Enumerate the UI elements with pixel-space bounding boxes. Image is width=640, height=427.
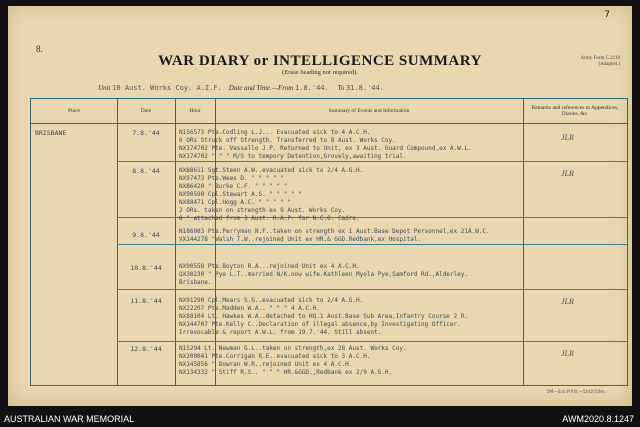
remarks-initials: JLR bbox=[561, 297, 574, 306]
header-date: Date bbox=[140, 108, 152, 114]
entry-line: N186083 Pte.Perryman N.F..taken on strength ex 1 Aust.Base Depot Personnel,ex 21A.W.C. bbox=[179, 228, 490, 235]
header-remarks: Remarks and references to Appendices, Diaries, &c. bbox=[531, 105, 619, 117]
entry-line: NX88104 Lt. Hawkes W.A..detached to HQ.1 Aust.Base Sub Area,Infantry Course 2 R. bbox=[179, 313, 468, 320]
entry-line: NX88471 Cpl.Hogg A.C. " " " " " bbox=[179, 199, 291, 206]
entry-line: NX200041 Pte.Corrigan R.E..evacuated sick to 3 A.C.H. bbox=[179, 353, 371, 360]
remarks-initials: JLR bbox=[561, 349, 574, 358]
entry-line: NX91290 Cpl.Mears S.G..evacuated sick to 2/4 A.G.H. bbox=[179, 297, 364, 304]
entry-line: NX90590 Cpl.Stewart A.S. " " " " " bbox=[179, 191, 302, 198]
place-cell: BRISBANE bbox=[35, 129, 67, 137]
page-number: 8. bbox=[36, 44, 43, 54]
entry-line: N15294 Lt. Newman G.L..taken on strength,ex 28 Aust. Works Coy. bbox=[179, 345, 407, 352]
date-cell: 7.8.'44 bbox=[132, 129, 160, 137]
header-divider bbox=[31, 123, 627, 124]
entry-line: NX174702 Pte. Vassallo J.P. Returned to Unit, ex 3 Aust. Guard Compound,ex A.W.L. bbox=[179, 145, 472, 152]
date-time-label: Date and Time.—From bbox=[228, 84, 294, 92]
row-divider bbox=[117, 341, 627, 342]
header-place: Place bbox=[68, 108, 80, 114]
to-label: To bbox=[337, 84, 345, 92]
remarks-initials: JLR bbox=[561, 169, 574, 178]
entry-line: NX145856 " Dowran W.R..rejoined Unit ex 4 A.C.H. bbox=[179, 361, 353, 368]
entry-line: NX88611 Sgt.Steen A.W..evacuated sick to 2/4 A.G.H. bbox=[179, 167, 364, 174]
row-divider bbox=[117, 289, 627, 290]
date-cell: 9.8.'44 bbox=[132, 231, 160, 239]
source-caption: AUSTRALIAN WAR MEMORIAL bbox=[4, 414, 135, 424]
page-title: WAR DIARY or INTELLIGENCE SUMMARY bbox=[158, 53, 482, 69]
from-value: 1.8.'44. bbox=[295, 84, 329, 92]
corner-mark: 7 bbox=[604, 10, 610, 20]
entry-line: 8 " attached from 3 Aust. R.A.P. for N.C.O. Cadre. bbox=[179, 215, 360, 222]
print-code: 2M—S.G.P.P.B.—5/42/10m. bbox=[546, 390, 606, 395]
accession-number: AWM2020.8.1247 bbox=[562, 414, 634, 424]
header-summary: Summary of Events and Information bbox=[328, 108, 410, 114]
entry-line: NX144707 Pte.Kelly C..Declaration of illegal absence,by Investigating Officer. bbox=[179, 321, 461, 328]
unit-label: Unit bbox=[98, 84, 111, 92]
entry-line: N156573 Pte.Codling L.J... Evacuated sick to 4 A.C.H. bbox=[179, 129, 371, 136]
entry-line: 2 ORs. taken on strength ex 9 Aust. Works Coy. bbox=[179, 207, 346, 214]
entry-line: 6 ORs Struck off Strength. Transferred to 8 Aust. Works Coy. bbox=[179, 137, 396, 144]
remarks-initials: JLR bbox=[561, 133, 574, 142]
entry-line: NX86420 " Burke C.F. " " " " " bbox=[179, 183, 288, 190]
row-divider bbox=[117, 244, 627, 245]
entry-line: Brisbane. bbox=[179, 279, 212, 286]
entry-line: NX97473 Pte.Wees D. " " " " " bbox=[179, 175, 284, 182]
entry-line: NX134332 " Stiff R.S.. " " " HR.&GGD.,Redbank ex 2/9 A.G.H. bbox=[179, 369, 393, 376]
column-divider bbox=[175, 99, 176, 385]
entry-line: QX30230 " Pye L.T..married N/K.now wife.Kathleen Myola Pye,Samford Rd.,Alderley. bbox=[179, 271, 468, 278]
unit-value: 10 Aust. Works Coy. A.I.F. bbox=[112, 84, 222, 92]
entry-line: NX90558 Pte.Boyton R.A...rejoined Unit ex 4 A.C.H. bbox=[179, 263, 360, 270]
form-reference: Army Form C.2118 (Adapted.) bbox=[580, 56, 620, 67]
diary-table bbox=[30, 98, 628, 386]
entry-line: Irrevocable & report A.W.L. from 19.7.'44. Still absent. bbox=[179, 329, 382, 336]
unit-date-line bbox=[98, 84, 518, 92]
header-hour: Hour bbox=[189, 108, 201, 114]
to-value: 31.8.'44. bbox=[346, 84, 384, 92]
entry-line: VX144278 "Walsh T.W..rejoined Unit ex HR.& GGD.Redbank,ex Hospital. bbox=[179, 236, 422, 243]
entry-line: NX22207 Pte.Madden W.A.. " " " 4 A.C.H. bbox=[179, 305, 320, 312]
entry-line: NX174702 " " " M/S to tempory Detention,Grovely,awaiting trial. bbox=[179, 153, 407, 160]
row-divider bbox=[117, 161, 627, 162]
date-cell: 10.8.'44 bbox=[130, 264, 162, 272]
date-cell: 12.8.'44 bbox=[130, 345, 162, 353]
diary-page bbox=[8, 6, 632, 406]
date-cell: 8.8.'44 bbox=[132, 167, 160, 175]
column-divider bbox=[117, 99, 118, 385]
page-subtitle: (Erase heading not required). bbox=[282, 69, 358, 76]
date-cell: 11.8.'44 bbox=[130, 297, 162, 305]
